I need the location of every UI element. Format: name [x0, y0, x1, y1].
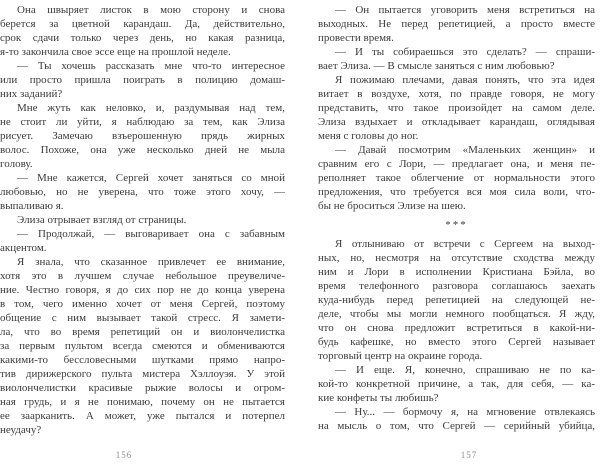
text-line: — Мне кажется, Сергей хочет заняться со мной [17, 172, 285, 184]
text-line: — Он пытается уговорить меня встретиться на [335, 4, 595, 16]
text-line: я-то закончила свое эссе еще на прошлой неделе. [0, 46, 231, 58]
text-line: будь кафешке, но вместо этого Сергей называет [318, 336, 595, 348]
text-line: реполняет такое облегчение от нормальности этого [318, 172, 595, 184]
text-line: бы не броситься Элизе на шею. [318, 200, 466, 212]
text-line: Она швыряет листок в мою сторону и снова [17, 4, 285, 16]
page-text-right [318, 3, 595, 433]
text-line: — И еще. Я, конечно, спрашиваю не по ка- [335, 364, 595, 376]
text-line: Я знала, что сказанное привлечет ее внимание, [17, 256, 285, 268]
text-line: не стоит ли уйти, я наблюдаю за тем, как Элиза [0, 116, 285, 128]
text-line: ных, но, несмотря на отсутствие сходства между [318, 252, 595, 264]
text-line: или просто пришла поиграть в полицию домаш- [0, 74, 285, 86]
text-line: кие конфеты ты любишь? [318, 392, 439, 404]
text-line: тив дирижерского пульта мистера Хэллоуэя. У этой [0, 368, 285, 380]
text-line: общение с ним вызывает такой стресс. Я замети- [0, 312, 285, 324]
text-line: ла, что во время репетиций он и виолончелистка [0, 326, 285, 338]
text-line: хотя это в лучшем случае небольшое преувеличе- [0, 270, 285, 282]
text-line: рисует. Замечаю взъерошенную прядь жирных [0, 130, 285, 142]
text-line: — Ну... — бормочу я, на мгновение отвлекаясь [335, 406, 595, 418]
text-line: сравним его с Лори, — предлагает она, и меня пе- [318, 158, 595, 170]
text-line: Элиза вздыхает и откладывает карандаш, оглядывая [318, 116, 595, 128]
text-line: срок сдачи только через день, но какая разница, [0, 32, 285, 44]
text-line: Элиза отрывает взгляд от страницы. [17, 214, 187, 226]
text-line: них заданий? [0, 88, 63, 100]
text-line: в том, чего именно хочет от меня Сергей, поэтому [0, 298, 285, 310]
text-line: ее заарканить. А может, уже пытался и потерпел [0, 410, 285, 422]
text-line: голову. [0, 158, 33, 170]
text-line: что он снова предложит встретиться в какой-ни- [318, 322, 595, 334]
page-text-left [0, 3, 285, 437]
text-line: время телефонного разговора соглашаюсь заехать [318, 280, 595, 292]
text-line: ная грудь, и я не понимаю, почему он не пытается [0, 396, 285, 408]
text-line: выпаливаю я. [0, 200, 64, 212]
text-line: кой-то конкретной причине, а так, для себя, — ка- [318, 378, 595, 390]
text-line: предложения, что требуется вся моя сила воли, что- [318, 186, 595, 198]
text-line: вает Элиза. — В смысле заняться с ним любовью? [318, 60, 555, 72]
text-line: меня с головы до ног. [318, 130, 419, 142]
page-number-left: 156 [115, 450, 133, 460]
book-page-left [0, 3, 285, 437]
text-line: за первым пультом всегда смеются и обмениваются [0, 340, 285, 352]
text-line: — Давай посмотрим «Маленьких женщин» и [335, 144, 595, 156]
text-line: акцентом. [0, 242, 47, 254]
text-line: — Ты хочешь рассказать мне что-то интересное [17, 60, 285, 72]
text-line: на мысль о том, что Сергей — серийный убийца, [318, 420, 595, 432]
text-line: волос. Похоже, она уже несколько дней не мыла [0, 144, 285, 156]
text-line: витает в воздухе, хотя, по правде говоря, не могу [318, 88, 595, 100]
text-line: куда-нибудь перед репетицией на следующей не- [318, 294, 595, 306]
text-line: любовью, но не уверена, что тоже этого хочу, — [0, 186, 285, 198]
text-line: торговый центр на окраине города. [318, 350, 483, 362]
text-line: провести время. [318, 32, 394, 44]
text-line: — Продолжай, — выговаривает она с забавным [17, 228, 285, 240]
text-line: представить, что такое произойдет на самом деле. [318, 102, 595, 114]
text-line: деле, чтобы мы могли немного пообщаться. Я жду, [318, 308, 595, 320]
text-line: ние. Честно говоря, я до сих пор не до конца уверена [0, 284, 285, 296]
book-page-right [318, 3, 595, 433]
text-line: Я пожимаю плечами, давая понять, что эта идея [335, 74, 595, 86]
text-line: берется за цветной карандаш. Да, действительно, [0, 18, 285, 30]
text-line: Мне жуть как неловко, и, раздумывая над тем, [17, 102, 285, 114]
text-line: Я отлыниваю от встречи с Сергеем на выход- [335, 238, 595, 250]
page-number-right: 157 [460, 450, 478, 460]
text-line: *** [445, 219, 468, 231]
text-line: неудачу? [0, 424, 42, 436]
text-line: — И ты собираешься это сделать? — спраши- [335, 46, 595, 58]
text-line: какими-то бессловесными шутками прямо напро- [0, 354, 285, 366]
text-line: выходных. Не перед репетицией, а просто вместе [318, 18, 595, 30]
text-line: виолончелистки красивые рыжие волосы и огром- [0, 382, 285, 394]
text-line: ним и Лори в исполнении Кристиана Бэйла, во [318, 266, 595, 278]
